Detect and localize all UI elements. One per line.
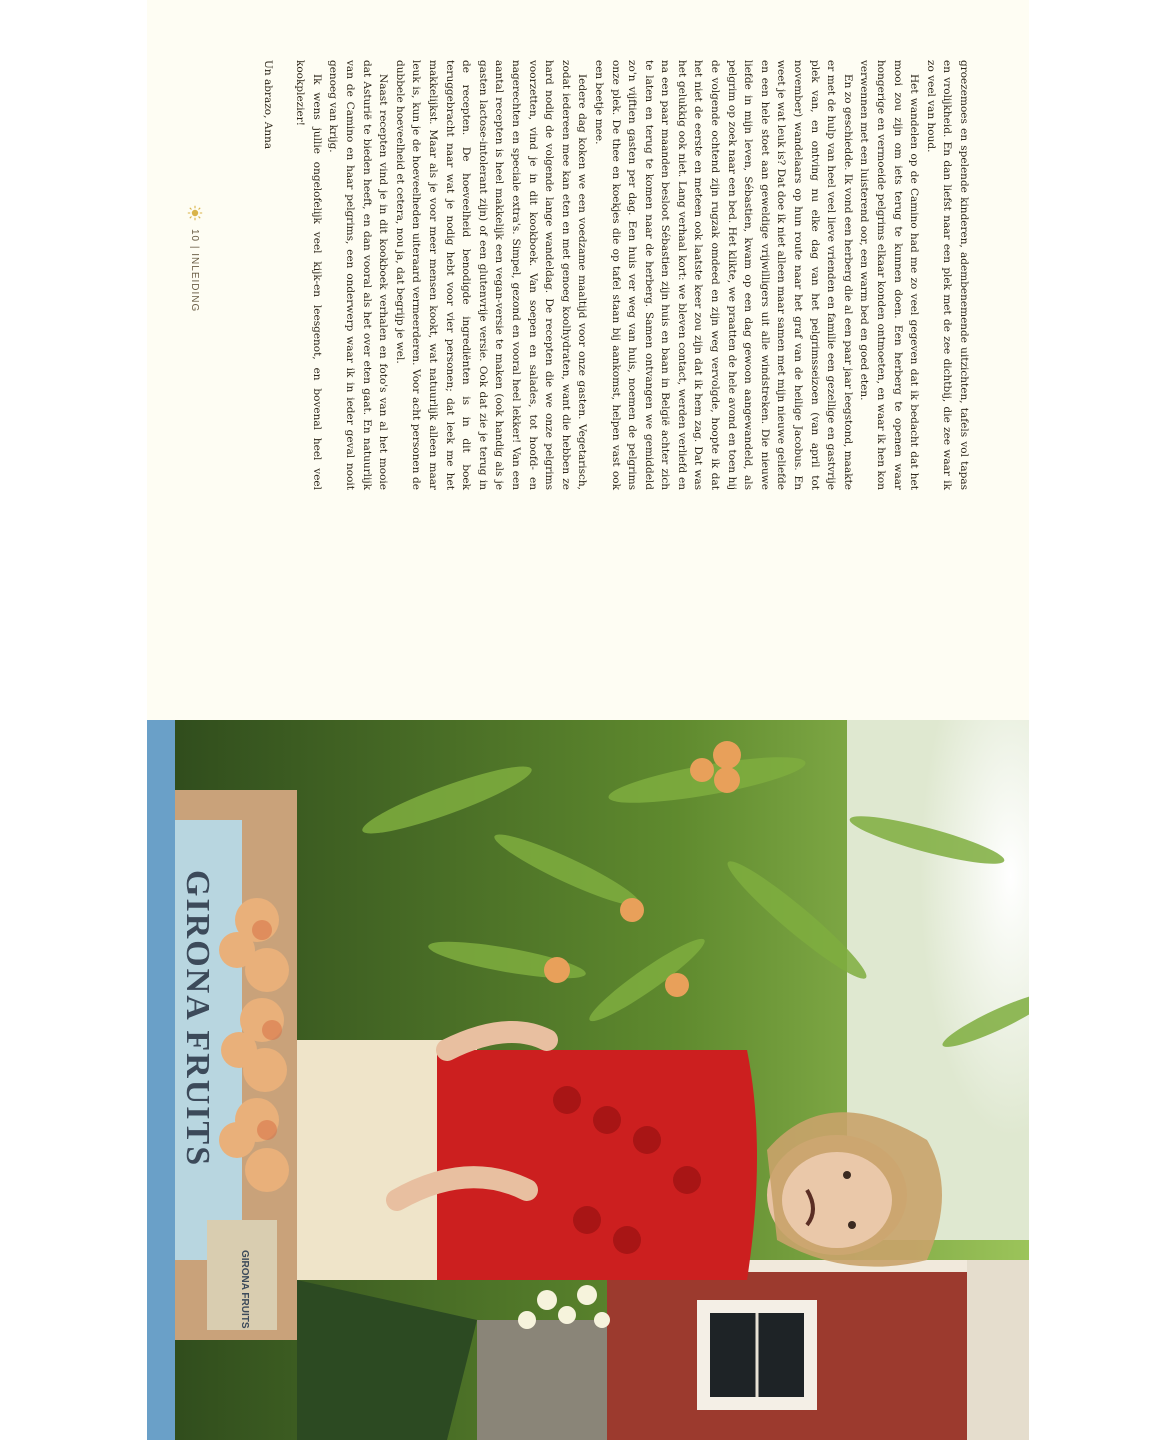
paragraph: Ik wens jullie ongelofelijk veel kijk-en leesgenot, en bovenal heel veel kookplezier! (294, 60, 323, 490)
page-number-section: 10 | INLEIDING (189, 229, 201, 313)
paragraph: Iedere dag koken we een voedzame maaltijd voor onze gasten. Vegetarisch, zodat iedereen mee kan eten en met genoeg koolhydraten, want die hebben ze hard nodig de volgende lange wandeldag. De recepten die we onze pelgrims voorzetten, vind je in dit kookboek. Van soepen en salades, tot hoofd- en nagerechten en speciale extra's. Simpel, gezond en vooral heel lekker! Van een aantal recepten is heel makkelijk een vegan-versie te maken (ook handig als je gasten lactose-intolerant zijn) of een glutenvrije versie. Ook dat zie je terug in de recepten. De hoeveelheid benodigde ingrediënten is in dit boek teruggebracht naar wat je nodig hebt voor vier personen; dat leek me het makkelijkst. Maar als je voor meer mensen kookt, wat natuurlijk alleen maar leuk is, kun je de hoeveelheden uiteraard vermeerderen. Voor acht personen de dubbele hoeveelheid et cetera, nou ja, dat begrijp je wel. (393, 60, 589, 490)
sun-icon (187, 205, 203, 221)
body-text (237, 60, 972, 490)
page-footer (185, 205, 205, 345)
signature: Un abrazo, Anna (261, 60, 274, 150)
photo (147, 720, 1029, 1440)
text-column (147, 0, 1029, 720)
paragraph: groezemoes en spelende kinderen, adembenemende uitzichten, tafels vol tapas en vrolijkheid. En dan liefst naar een plek met de zee dichtbij, die zee waar ik zo veel van houd. (924, 60, 970, 490)
paragraph: Naast recepten vind je in dit kookboek verhalen en foto's van al het mooie dat Asturië te bieden heeft, en dan vooral als het over eten gaat. En natuurlijk van de Camino en haar pelgrims, een onderwerp waar ik in ieder geval nooit genoeg van krijg. (327, 60, 390, 490)
paragraph: Het wandelen op de Camino had me zo veel gegeven dat ik bedacht dat het mooi zou zijn om iets terug te kunnen doen. Een herberg te openen waar hongerige en vermoeide pelgrims elkaar konden ontmoeten, en waar ik hen kon verwennen met een luisterend oor, een warm bed en goed eten. (858, 60, 921, 490)
crate-label: GIRONA FRUITS (179, 870, 216, 1168)
woman-with-peaches-photo (147, 720, 1029, 1440)
paragraph: En zo geschiedde. Ik vond een herberg die al een paar jaar leegstond, maakte er met de hulp van heel veel lieve vrienden en familie een gezellige en gastvrije plek van, en ontving nu elke dag van het pelgrimsseizoen (van april tot november) wandelaars op hun route naar het graf van de heilige Jacobus. En weet je wat leuk is? Dat doe ik niet alleen maar samen met mijn nieuwe geliefde en een hele stoet aan geweldige vrijwilligers uit alle windstreken. Die nieuwe liefde in mijn leven, Sébastien, kwam op een dag gewoon aangewandeld, als pelgrim op zoek naar een bed. Het klikte, we praatten de hele avond en toen hij de volgende ochtend zijn rugzak omdeed en zijn weg vervolgde, hoopte ik dat het niet de eerste en meteen ook laatste keer zou zijn dat ik hem zag. Dat was het gelukkig ook niet. Lang verhaal kort: we bleven contact, werden verliefd en na een paar maanden besloot Sébastien zijn huis en baan in België achter zich te laten en terug te komen naar de herberg. Samen ontvangen we gemiddeld zo'n vijftien gasten per dag. Een huis ver weg van huis, noemen de pelgrims onze plek. De thee en koekjes die op tafel staan bij aankomst, helpen vast ook een beetje mee. (592, 60, 854, 491)
crate-label-small: GIRONA FRUITS (239, 1250, 250, 1329)
book-page (147, 0, 1029, 1440)
